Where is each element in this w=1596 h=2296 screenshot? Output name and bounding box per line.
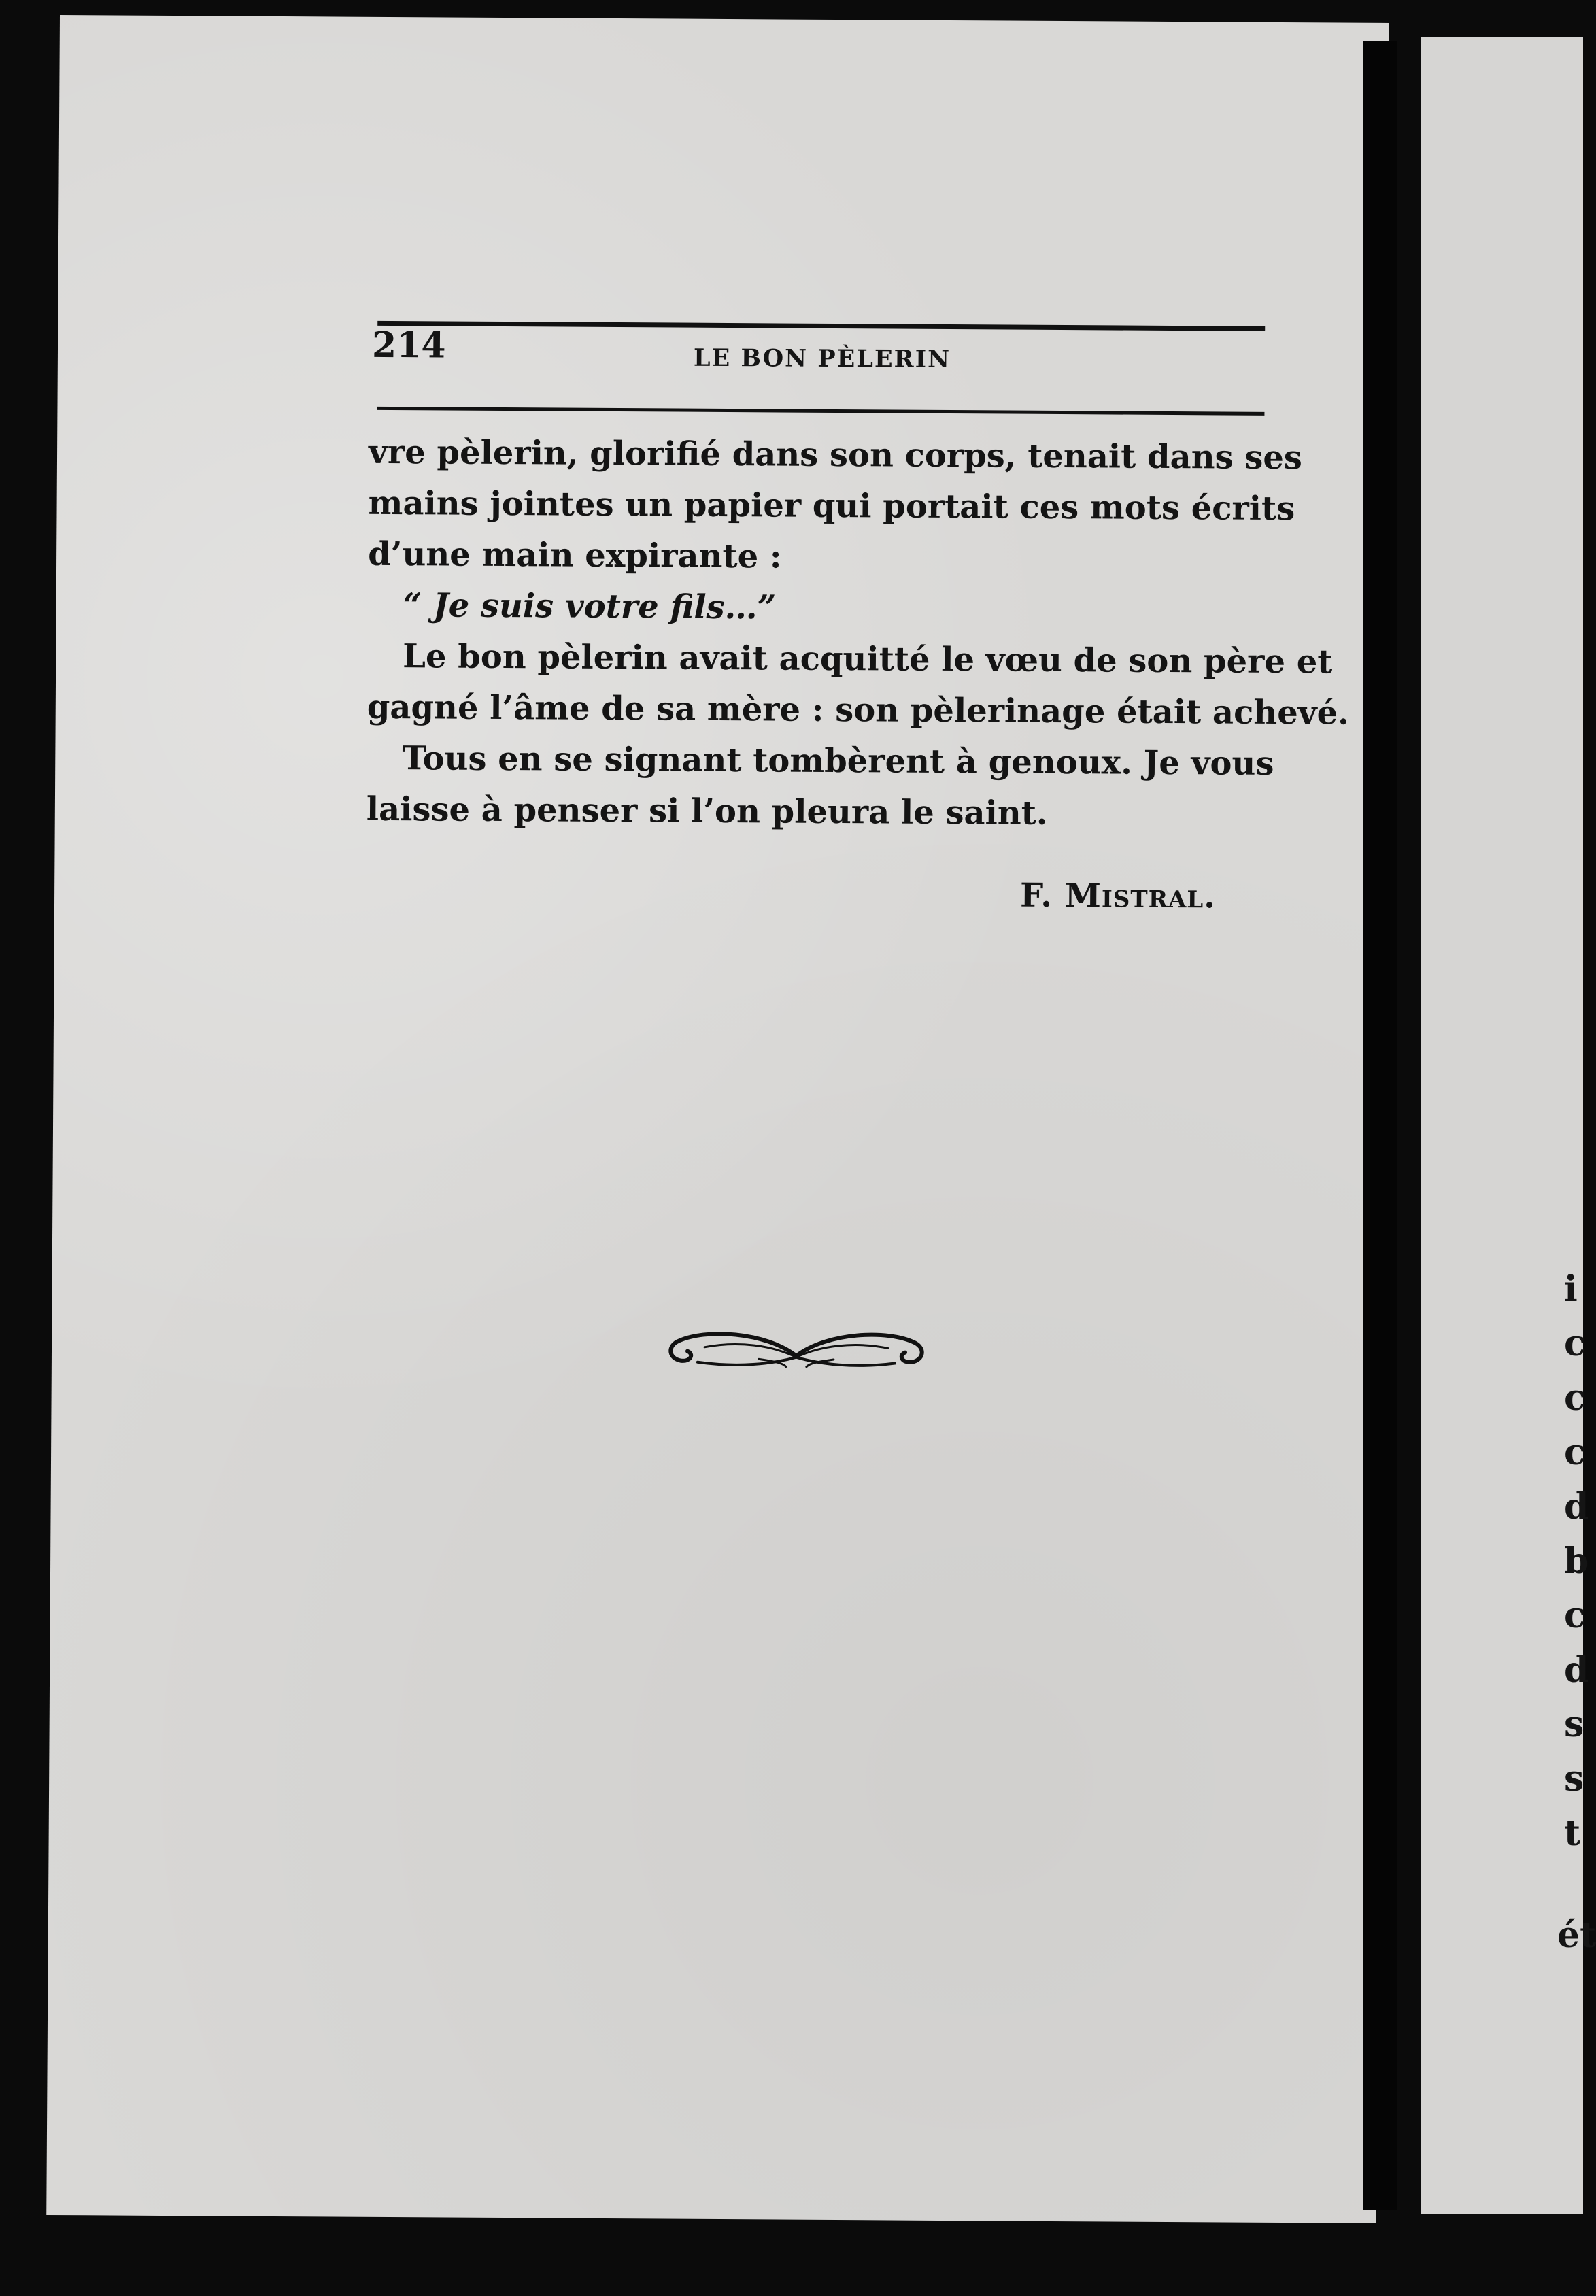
text-line: laisse à penser si l’on pleura le saint. — [366, 790, 1048, 832]
text-line: gagné l’âme de sa mère : son pèlerinage était achevé. — [367, 688, 1350, 732]
text-fragment: t — [1564, 1812, 1581, 1854]
right-page-edge — [1421, 37, 1596, 2214]
text-line: mains jointes un papier qui portait ces mots écrits — [368, 484, 1295, 528]
text-fragment: c — [1564, 1377, 1586, 1419]
decorative-flourish-icon — [664, 1328, 929, 1377]
text-fragment: d — [1564, 1649, 1589, 1691]
text-fragment: d — [1564, 1486, 1589, 1527]
quoted-line: “ Je suis votre fils…” — [403, 586, 777, 627]
text-line: Tous en se signant tombèrent à genoux. Je vous — [402, 739, 1274, 783]
text-fragment: c — [1564, 1432, 1586, 1473]
text-fragment: b — [1564, 1540, 1589, 1582]
text-line: d’une main expirante : — [367, 535, 782, 576]
header-top-rule — [377, 321, 1265, 331]
header-bottom-rule — [377, 407, 1264, 416]
text-line: vre pèlerin, glorifié dans son corps, tenait dans ses — [368, 433, 1303, 477]
text-fragment: c — [1564, 1323, 1586, 1364]
book-gutter — [1363, 41, 1397, 2210]
text-fragment: c — [1564, 1595, 1586, 1636]
text-fragment: ét — [1557, 1914, 1596, 1956]
text-fragment: s — [1564, 1758, 1584, 1800]
body-text — [366, 427, 1350, 841]
text-fragment: i — [1564, 1268, 1578, 1310]
text-line: Le bon pèlerin avait acquitté le vœu de son père et — [403, 637, 1333, 681]
text-fragment: s — [1564, 1704, 1584, 1745]
left-page — [46, 15, 1389, 2223]
author-signature: F. Mistral. — [1019, 876, 1217, 916]
running-title: LE BON PÈLERIN — [693, 343, 951, 374]
page-number: 214 — [371, 324, 446, 367]
